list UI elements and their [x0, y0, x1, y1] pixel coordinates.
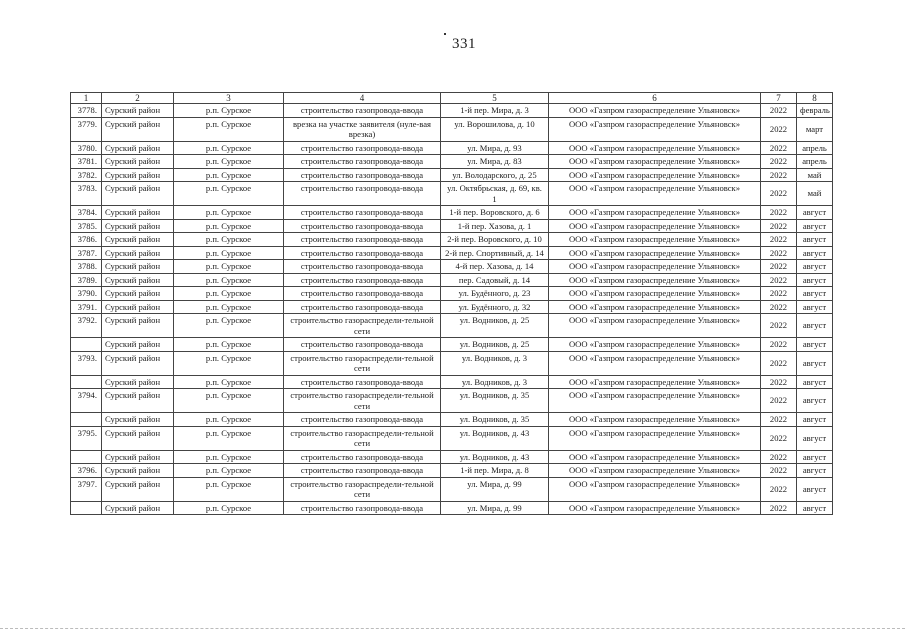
district-cell: Сурский район [102, 168, 174, 182]
organization-cell: ООО «Газпром газораспределение Ульяновск» [549, 477, 761, 501]
row-number-cell: 3787. [71, 246, 102, 260]
settlement-cell: р.п. Сурское [174, 260, 284, 274]
address-cell: ул. Володарского, д. 25 [441, 168, 549, 182]
settlement-cell: р.п. Сурское [174, 246, 284, 260]
district-cell: Сурский район [102, 464, 174, 478]
row-number-cell: 3781. [71, 155, 102, 169]
address-cell: ул. Мира, д. 93 [441, 141, 549, 155]
month-cell: март [797, 117, 833, 141]
month-cell: апрель [797, 155, 833, 169]
month-cell: август [797, 260, 833, 274]
column-header: 4 [284, 93, 441, 104]
organization-cell: ООО «Газпром газораспределение Ульяновск» [549, 389, 761, 413]
address-cell: ул. Водников, д. 43 [441, 450, 549, 464]
address-cell: 4-й пер. Хазова, д. 14 [441, 260, 549, 274]
organization-cell: ООО «Газпром газораспределение Ульяновск» [549, 464, 761, 478]
row-number-cell: 3784. [71, 206, 102, 220]
year-cell: 2022 [761, 260, 797, 274]
month-cell: август [797, 477, 833, 501]
organization-cell: ООО «Газпром газораспределение Ульяновск» [549, 155, 761, 169]
address-cell: 2-й пер. Воровского, д. 10 [441, 233, 549, 247]
gasification-schedule-table [70, 92, 833, 515]
row-number-cell: 3795. [71, 426, 102, 450]
address-cell: ул. Водников, д. 43 [441, 426, 549, 450]
row-number-cell: 3788. [71, 260, 102, 274]
row-number-cell: 3797. [71, 477, 102, 501]
settlement-cell: р.п. Сурское [174, 155, 284, 169]
month-cell: август [797, 287, 833, 301]
table-row [71, 246, 833, 260]
month-cell: август [797, 314, 833, 338]
district-cell: Сурский район [102, 233, 174, 247]
settlement-cell: р.п. Сурское [174, 168, 284, 182]
settlement-cell: р.п. Сурское [174, 426, 284, 450]
organization-cell: ООО «Газпром газораспределение Ульяновск» [549, 314, 761, 338]
district-cell: Сурский район [102, 141, 174, 155]
year-cell: 2022 [761, 338, 797, 352]
table-row [71, 233, 833, 247]
table-row [71, 450, 833, 464]
year-cell: 2022 [761, 477, 797, 501]
address-cell: ул. Мира, д. 99 [441, 477, 549, 501]
work-type-cell: строительство газопровода-ввода [284, 104, 441, 118]
month-cell: май [797, 168, 833, 182]
address-cell: 1-й пер. Мира, д. 3 [441, 104, 549, 118]
table-row [71, 351, 833, 375]
district-cell: Сурский район [102, 389, 174, 413]
organization-cell: ООО «Газпром газораспределение Ульяновск» [549, 117, 761, 141]
table-row [71, 287, 833, 301]
settlement-cell: р.п. Сурское [174, 141, 284, 155]
work-type-cell: строительство газопровода-ввода [284, 168, 441, 182]
table-row [71, 219, 833, 233]
column-header: 2 [102, 93, 174, 104]
year-cell: 2022 [761, 413, 797, 427]
settlement-cell: р.п. Сурское [174, 206, 284, 220]
work-type-cell: строительство газопровода-ввода [284, 464, 441, 478]
settlement-cell: р.п. Сурское [174, 477, 284, 501]
work-type-cell: строительство газопровода-ввода [284, 141, 441, 155]
work-type-cell: строительство газораспредели-тельной сети [284, 314, 441, 338]
year-cell: 2022 [761, 389, 797, 413]
table-row [71, 206, 833, 220]
table-body [71, 104, 833, 515]
year-cell: 2022 [761, 314, 797, 338]
row-number-cell: 3791. [71, 300, 102, 314]
column-header: 1 [71, 93, 102, 104]
address-cell: ул. Водников, д. 25 [441, 338, 549, 352]
settlement-cell: р.п. Сурское [174, 182, 284, 206]
address-cell: ул. Водников, д. 25 [441, 314, 549, 338]
table-row [71, 464, 833, 478]
district-cell: Сурский район [102, 155, 174, 169]
row-number-cell: 3790. [71, 287, 102, 301]
column-number-header-row [71, 93, 833, 104]
year-cell: 2022 [761, 351, 797, 375]
table-row [71, 375, 833, 389]
settlement-cell: р.п. Сурское [174, 233, 284, 247]
row-number-cell [71, 338, 102, 352]
organization-cell: ООО «Газпром газораспределение Ульяновск» [549, 300, 761, 314]
row-number-cell: 3786. [71, 233, 102, 247]
settlement-cell: р.п. Сурское [174, 464, 284, 478]
district-cell: Сурский район [102, 314, 174, 338]
row-number-cell: 3780. [71, 141, 102, 155]
work-type-cell: строительство газопровода-ввода [284, 375, 441, 389]
organization-cell: ООО «Газпром газораспределение Ульяновск» [549, 168, 761, 182]
settlement-cell: р.п. Сурское [174, 314, 284, 338]
table-row [71, 182, 833, 206]
address-cell: 1-й пер. Хазова, д. 1 [441, 219, 549, 233]
district-cell: Сурский район [102, 117, 174, 141]
address-cell: ул. Водников, д. 35 [441, 413, 549, 427]
organization-cell: ООО «Газпром газораспределение Ульяновск» [549, 246, 761, 260]
column-header: 7 [761, 93, 797, 104]
month-cell: август [797, 375, 833, 389]
work-type-cell: строительство газопровода-ввода [284, 260, 441, 274]
year-cell: 2022 [761, 273, 797, 287]
work-type-cell: строительство газопровода-ввода [284, 246, 441, 260]
table-row [71, 501, 833, 515]
column-header: 3 [174, 93, 284, 104]
year-cell: 2022 [761, 219, 797, 233]
table-row [71, 338, 833, 352]
month-cell: август [797, 219, 833, 233]
work-type-cell: строительство газопровода-ввода [284, 206, 441, 220]
month-cell: август [797, 338, 833, 352]
month-cell: август [797, 413, 833, 427]
address-cell: пер. Садовый, д. 14 [441, 273, 549, 287]
year-cell: 2022 [761, 450, 797, 464]
month-cell: апрель [797, 141, 833, 155]
month-cell: август [797, 351, 833, 375]
row-number-cell: 3794. [71, 389, 102, 413]
settlement-cell: р.п. Сурское [174, 300, 284, 314]
month-cell: август [797, 233, 833, 247]
address-cell: 1-й пер. Мира, д. 8 [441, 464, 549, 478]
month-cell: май [797, 182, 833, 206]
organization-cell: ООО «Газпром газораспределение Ульяновск» [549, 338, 761, 352]
table-row [71, 104, 833, 118]
district-cell: Сурский район [102, 477, 174, 501]
table-row [71, 273, 833, 287]
work-type-cell: строительство газораспредели-тельной сети [284, 351, 441, 375]
year-cell: 2022 [761, 246, 797, 260]
district-cell: Сурский район [102, 413, 174, 427]
row-number-cell: 3779. [71, 117, 102, 141]
row-number-cell: 3792. [71, 314, 102, 338]
row-number-cell: 3796. [71, 464, 102, 478]
schedule-table-container [70, 92, 833, 515]
row-number-cell [71, 413, 102, 427]
row-number-cell: 3778. [71, 104, 102, 118]
column-header: 5 [441, 93, 549, 104]
district-cell: Сурский район [102, 338, 174, 352]
organization-cell: ООО «Газпром газораспределение Ульяновск» [549, 233, 761, 247]
organization-cell: ООО «Газпром газораспределение Ульяновск» [549, 104, 761, 118]
organization-cell: ООО «Газпром газораспределение Ульяновск» [549, 182, 761, 206]
page-number: 331 [452, 36, 476, 52]
address-cell: ул. Будённого, д. 23 [441, 287, 549, 301]
month-cell: август [797, 389, 833, 413]
organization-cell: ООО «Газпром газораспределение Ульяновск» [549, 413, 761, 427]
address-cell: 1-й пер. Воровского, д. 6 [441, 206, 549, 220]
district-cell: Сурский район [102, 426, 174, 450]
work-type-cell: строительство газопровода-ввода [284, 450, 441, 464]
district-cell: Сурский район [102, 351, 174, 375]
table-row [71, 477, 833, 501]
year-cell: 2022 [761, 206, 797, 220]
address-cell: ул. Мира, д. 83 [441, 155, 549, 169]
work-type-cell: строительство газораспредели-тельной сети [284, 477, 441, 501]
address-cell: 2-й пер. Спортивный, д. 14 [441, 246, 549, 260]
settlement-cell: р.п. Сурское [174, 413, 284, 427]
work-type-cell: строительство газопровода-ввода [284, 219, 441, 233]
district-cell: Сурский район [102, 104, 174, 118]
row-number-cell: 3783. [71, 182, 102, 206]
settlement-cell: р.п. Сурское [174, 117, 284, 141]
table-row [71, 300, 833, 314]
row-number-cell [71, 450, 102, 464]
work-type-cell: строительство газопровода-ввода [284, 287, 441, 301]
year-cell: 2022 [761, 300, 797, 314]
address-cell: ул. Ворошилова, д. 10 [441, 117, 549, 141]
work-type-cell: строительство газопровода-ввода [284, 413, 441, 427]
address-cell: ул. Водников, д. 35 [441, 389, 549, 413]
settlement-cell: р.п. Сурское [174, 273, 284, 287]
organization-cell: ООО «Газпром газораспределение Ульяновск» [549, 219, 761, 233]
work-type-cell: врезка на участке заявителя (нуле-вая врезка) [284, 117, 441, 141]
organization-cell: ООО «Газпром газораспределение Ульяновск» [549, 426, 761, 450]
month-cell: август [797, 501, 833, 515]
work-type-cell: строительство газораспредели-тельной сети [284, 389, 441, 413]
table-row [71, 389, 833, 413]
address-cell: ул. Будённого, д. 32 [441, 300, 549, 314]
row-number-cell [71, 501, 102, 515]
row-number-cell: 3785. [71, 219, 102, 233]
year-cell: 2022 [761, 182, 797, 206]
settlement-cell: р.п. Сурское [174, 450, 284, 464]
organization-cell: ООО «Газпром газораспределение Ульяновск» [549, 141, 761, 155]
address-cell: ул. Водников, д. 3 [441, 351, 549, 375]
district-cell: Сурский район [102, 246, 174, 260]
table-row [71, 168, 833, 182]
work-type-cell: строительство газопровода-ввода [284, 155, 441, 169]
district-cell: Сурский район [102, 260, 174, 274]
table-row [71, 141, 833, 155]
address-cell: ул. Октябрьская, д. 69, кв. 1 [441, 182, 549, 206]
work-type-cell: строительство газопровода-ввода [284, 182, 441, 206]
settlement-cell: р.п. Сурское [174, 287, 284, 301]
settlement-cell: р.п. Сурское [174, 338, 284, 352]
row-number-cell: 3793. [71, 351, 102, 375]
year-cell: 2022 [761, 233, 797, 247]
row-number-cell: 3782. [71, 168, 102, 182]
work-type-cell: строительство газопровода-ввода [284, 273, 441, 287]
organization-cell: ООО «Газпром газораспределение Ульяновск» [549, 260, 761, 274]
year-cell: 2022 [761, 117, 797, 141]
year-cell: 2022 [761, 155, 797, 169]
year-cell: 2022 [761, 464, 797, 478]
table-row [71, 260, 833, 274]
month-cell: август [797, 300, 833, 314]
table-row [71, 426, 833, 450]
district-cell: Сурский район [102, 501, 174, 515]
district-cell: Сурский район [102, 450, 174, 464]
settlement-cell: р.п. Сурское [174, 219, 284, 233]
row-number-cell [71, 375, 102, 389]
month-cell: февраль [797, 104, 833, 118]
scan-edge-line [0, 628, 905, 629]
district-cell: Сурский район [102, 300, 174, 314]
year-cell: 2022 [761, 426, 797, 450]
organization-cell: ООО «Газпром газораспределение Ульяновск» [549, 351, 761, 375]
year-cell: 2022 [761, 287, 797, 301]
month-cell: август [797, 464, 833, 478]
settlement-cell: р.п. Сурское [174, 389, 284, 413]
table-row [71, 117, 833, 141]
work-type-cell: строительство газопровода-ввода [284, 300, 441, 314]
row-number-cell: 3789. [71, 273, 102, 287]
organization-cell: ООО «Газпром газораспределение Ульяновск» [549, 450, 761, 464]
organization-cell: ООО «Газпром газораспределение Ульяновск» [549, 206, 761, 220]
organization-cell: ООО «Газпром газораспределение Ульяновск» [549, 287, 761, 301]
work-type-cell: строительство газопровода-ввода [284, 233, 441, 247]
work-type-cell: строительство газопровода-ввода [284, 338, 441, 352]
organization-cell: ООО «Газпром газораспределение Ульяновск» [549, 501, 761, 515]
scan-speck [444, 33, 446, 35]
year-cell: 2022 [761, 141, 797, 155]
settlement-cell: р.п. Сурское [174, 501, 284, 515]
district-cell: Сурский район [102, 273, 174, 287]
year-cell: 2022 [761, 375, 797, 389]
settlement-cell: р.п. Сурское [174, 351, 284, 375]
month-cell: август [797, 450, 833, 464]
organization-cell: ООО «Газпром газораспределение Ульяновск» [549, 375, 761, 389]
column-header: 6 [549, 93, 761, 104]
address-cell: ул. Водников, д. 3 [441, 375, 549, 389]
settlement-cell: р.п. Сурское [174, 104, 284, 118]
year-cell: 2022 [761, 104, 797, 118]
organization-cell: ООО «Газпром газораспределение Ульяновск» [549, 273, 761, 287]
year-cell: 2022 [761, 501, 797, 515]
month-cell: август [797, 426, 833, 450]
month-cell: август [797, 206, 833, 220]
district-cell: Сурский район [102, 287, 174, 301]
district-cell: Сурский район [102, 182, 174, 206]
district-cell: Сурский район [102, 206, 174, 220]
settlement-cell: р.п. Сурское [174, 375, 284, 389]
table-row [71, 155, 833, 169]
column-header: 8 [797, 93, 833, 104]
work-type-cell: строительство газораспредели-тельной сети [284, 426, 441, 450]
district-cell: Сурский район [102, 219, 174, 233]
district-cell: Сурский район [102, 375, 174, 389]
month-cell: август [797, 246, 833, 260]
address-cell: ул. Мира, д. 99 [441, 501, 549, 515]
work-type-cell: строительство газопровода-ввода [284, 501, 441, 515]
year-cell: 2022 [761, 168, 797, 182]
table-row [71, 413, 833, 427]
table-row [71, 314, 833, 338]
month-cell: август [797, 273, 833, 287]
